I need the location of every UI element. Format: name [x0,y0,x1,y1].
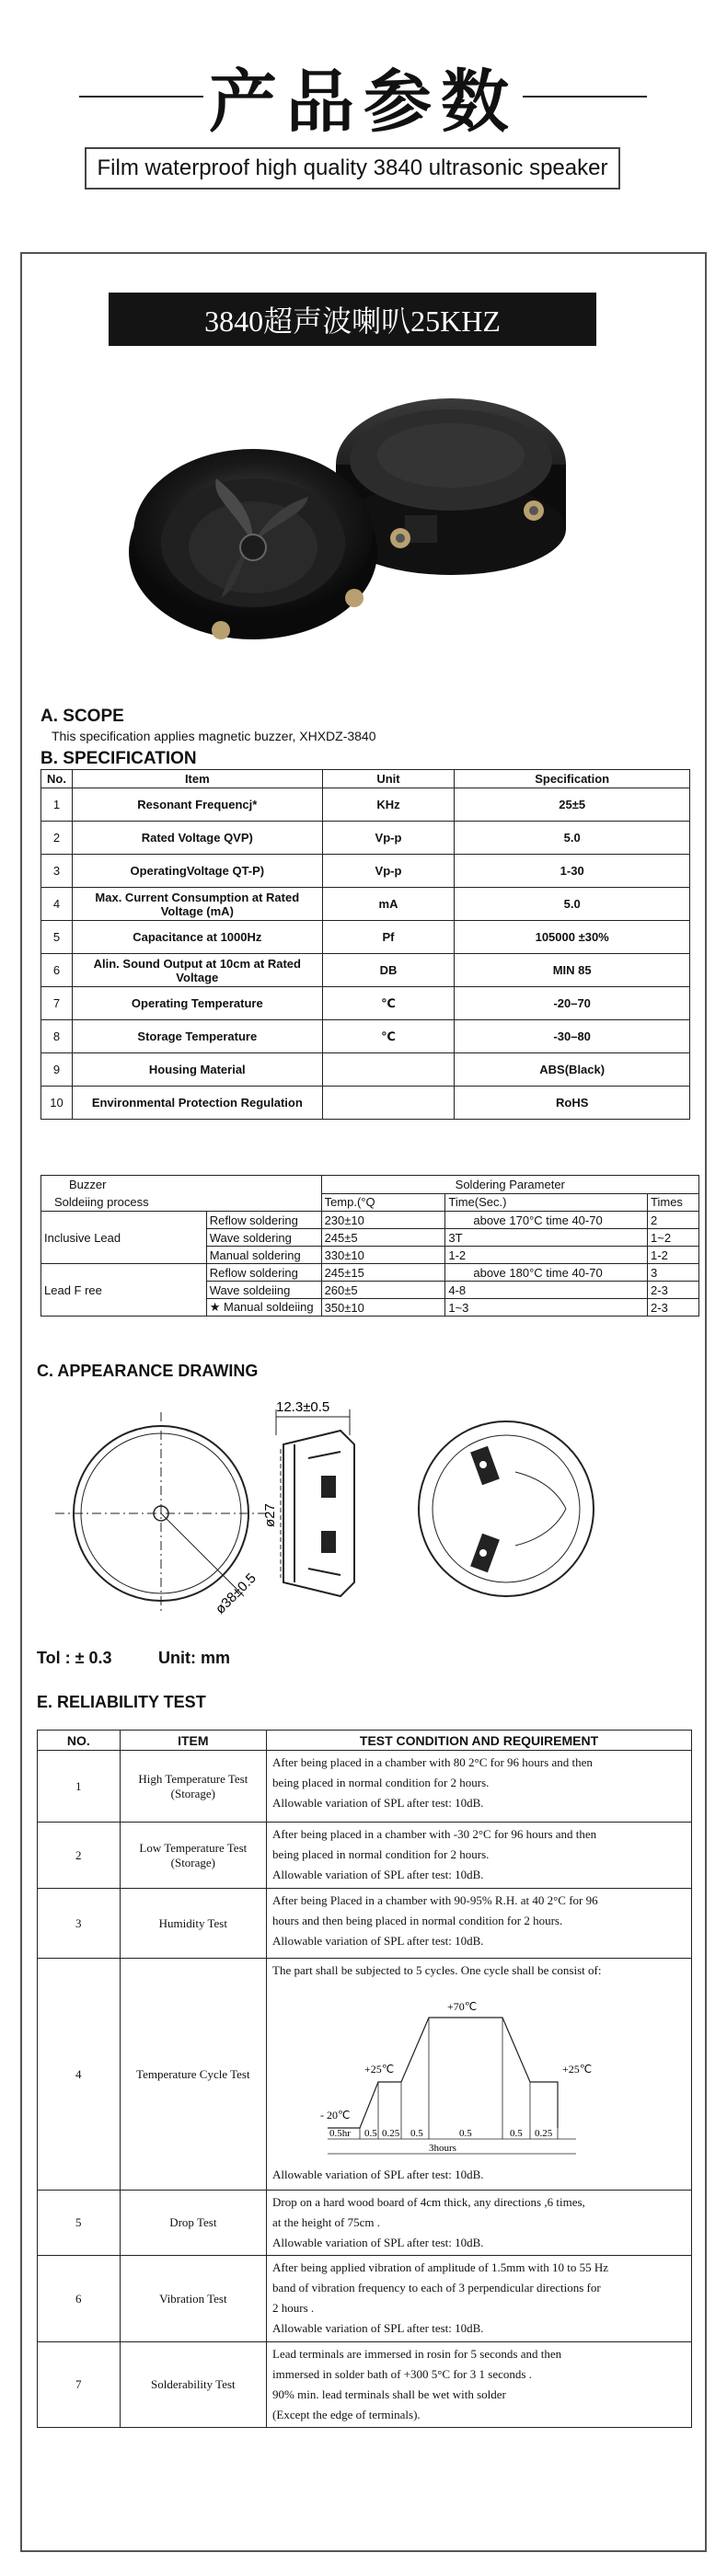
spec-unit: DB [322,954,455,987]
rel-line: 90% min. lead terminals shall be wet with solder [272,2387,506,2401]
spec-no: 10 [41,1087,73,1120]
spec-item: Rated Voltage QVP) [72,822,322,855]
soldering-method-label: Manual soldeiing [224,1300,314,1314]
cycle-segment: 0.25 [535,2128,553,2139]
appearance-drawing [37,1389,699,1638]
rel-item: Temperature Cycle Test [120,1959,266,2191]
rel-line: immersed in solder bath of +300 5°C for 3 1 seconds . [272,2367,532,2381]
star-icon: ★ [209,1300,221,1314]
rel-line: The part shall be subjected to 5 cycles. One cycle shall be consist of: [272,1963,602,1977]
cycle-label-mid-left: +25℃ [364,2063,395,2076]
rel-condition [267,1751,692,1823]
soldering-temp: 245±15 [321,1264,445,1282]
spec-unit: Vp-p [322,855,455,888]
soldering-temp: 230±10 [321,1212,445,1229]
scope-text: This specification applies magnetic buzzer, XHXDZ-3840 [52,729,376,743]
rel-no: 7 [38,2342,121,2428]
spec-header-unit: Unit [322,770,455,788]
soldering-table [40,1175,699,1317]
spec-row [41,855,690,888]
soldering-temp: 330±10 [321,1247,445,1264]
soldering-times: 2 [648,1212,699,1229]
rel-line: 2 hours . [272,2301,315,2315]
spec-item: Housing Material [72,1053,322,1087]
spec-no: 8 [41,1020,73,1053]
rel-line: After being placed in a chamber with -30 2°C for 96 hours and then [272,1827,597,1841]
speaker-front-view [129,449,377,639]
title-rule-right [523,96,647,98]
spec-item: Max. Current Consumption at Rated Voltage (mA) [72,888,322,921]
spec-unit: ℃ [322,987,455,1020]
soldering-buzzer-label: Buzzer [69,1178,107,1191]
cycle-total: 3hours [429,2143,456,2154]
rel-line: Allowable variation of SPL after test: 10dB. [272,1934,484,1948]
unit-label: Unit: mm [158,1649,230,1667]
cycle-label-low: - 20℃ [320,2109,351,2122]
rel-line: Allowable variation of SPL after test: 10dB. [272,2168,484,2181]
soldering-method: Wave soldeiing [206,1282,321,1299]
soldering-time: 3T [445,1229,648,1247]
spec-header-no: No. [41,770,73,788]
cycle-segment: 0.5hr [329,2128,351,2139]
spec-header-item: Item [72,770,322,788]
rel-item: High Temperature Test (Storage) [120,1751,266,1823]
rel-line: Allowable variation of SPL after test: 10dB. [272,1868,484,1881]
spec-value: 105000 ±30% [455,921,690,954]
spec-row [41,921,690,954]
spec-no: 2 [41,822,73,855]
spec-row [41,954,690,987]
spec-unit: Pf [322,921,455,954]
product-photo [129,368,580,672]
soldering-time: 1~3 [445,1299,648,1317]
spec-item: Environmental Protection Regulation [72,1087,322,1120]
spec-value: 5.0 [455,888,690,921]
spec-row [41,788,690,822]
cycle-segment: 0.25 [382,2128,400,2139]
spec-unit: ℃ [322,1020,455,1053]
soldering-parameter-header: Soldering Parameter [321,1176,698,1194]
rel-item: Vibration Test [120,2256,266,2342]
spec-value: -20–70 [455,987,690,1020]
spec-row [41,987,690,1020]
rel-header-item: ITEM [120,1731,266,1751]
soldering-time: above 170°C time 40-70 [445,1212,648,1229]
spec-value: 5.0 [455,822,690,855]
product-banner: 3840超声波喇叭25KHZ [109,293,596,346]
soldering-times: 1~2 [648,1229,699,1247]
soldering-method: Manual soldering [206,1247,321,1264]
rel-line: After being Placed in a chamber with 90-95% R.H. at 40 2°C for 96 [272,1893,598,1907]
rel-condition [267,2342,692,2428]
reliability-heading: E. RELIABILITY TEST [37,1693,206,1711]
rel-line: After being applied vibration of amplitude of 1.5mm with 10 to 55 Hz [272,2260,609,2274]
spec-no: 5 [41,921,73,954]
rel-condition [267,1889,692,1959]
soldering-time: 4-8 [445,1282,648,1299]
rel-line: Allowable variation of SPL after test: 10dB. [272,2236,484,2249]
spec-unit: Vp-p [322,822,455,855]
rel-item: Solderability Test [120,2342,266,2428]
page-title: 产品参数 [209,63,518,142]
rel-line: Allowable variation of SPL after test: 10dB. [272,2321,484,2335]
rel-condition [267,1823,692,1889]
rel-line: hours and then being placed in normal condition for 2 hours. [272,1914,563,1927]
rel-line: being placed in normal condition for 2 hours. [272,1776,490,1789]
spec-no: 4 [41,888,73,921]
reliability-table [37,1730,692,2428]
title-rule-left [79,96,203,98]
side-view-drawing [276,1409,354,1596]
cycle-segment: 0.5 [410,2128,423,2139]
soldering-times: 2-3 [648,1299,699,1317]
soldering-times: 2-3 [648,1282,699,1299]
spec-no: 9 [41,1053,73,1087]
soldering-temp: 350±10 [321,1299,445,1317]
soldering-times: 3 [648,1264,699,1282]
rel-line: being placed in normal condition for 2 hours. [272,1847,490,1861]
spec-item: OperatingVoltage QT-P) [72,855,322,888]
soldering-time: above 180°C time 40-70 [445,1264,648,1282]
spec-unit [322,1053,455,1087]
spec-unit: mA [322,888,455,921]
rel-no: 1 [38,1751,121,1823]
spec-row [41,888,690,921]
rel-no: 3 [38,1889,121,1959]
soldering-col-temp: Temp.(°Q [321,1193,445,1212]
soldering-col-time: Time(Sec.) [445,1193,648,1212]
spec-unit: KHz [322,788,455,822]
inner-diameter-label: ø27 [262,1503,278,1527]
rel-item: Low Temperature Test (Storage) [120,1823,266,1889]
soldering-process-label: Soldeiing process [54,1195,149,1209]
spec-item: Capacitance at 1000Hz [72,921,322,954]
soldering-group-lead-free: Lead F ree [41,1264,207,1317]
soldering-times: 1-2 [648,1247,699,1264]
spec-value: MIN 85 [455,954,690,987]
rel-line: After being placed in a chamber with 80 2°C for 96 hours and then [272,1755,593,1769]
spec-item: Alin. Sound Output at 10cm at Rated Voltage [72,954,322,987]
soldering-method: Wave soldering [206,1229,321,1247]
back-view-drawing [419,1421,594,1596]
spec-no: 6 [41,954,73,987]
soldering-temp: 260±5 [321,1282,445,1299]
spec-unit [322,1087,455,1120]
soldering-temp: 245±5 [321,1229,445,1247]
spec-item: Storage Temperature [72,1020,322,1053]
soldering-method [206,1299,321,1317]
rel-line: at the height of 75cm . [272,2215,381,2229]
cycle-label-high: +70℃ [447,2000,478,2013]
spec-no: 3 [41,855,73,888]
scope-heading: A. SCOPE [40,707,124,726]
soldering-method: Reflow soldering [206,1212,321,1229]
rel-no: 2 [38,1823,121,1889]
spec-item: Operating Temperature [72,987,322,1020]
rel-line: Allowable variation of SPL after test: 10dB. [272,1796,484,1810]
appearance-drawing-heading: C. APPEARANCE DRAWING [37,1362,259,1380]
cycle-segment: 0.5 [459,2128,472,2139]
rel-item: Drop Test [120,2191,266,2256]
soldering-time: 1-2 [445,1247,648,1264]
soldering-method: Reflow soldering [206,1264,321,1282]
spec-row [41,1053,690,1087]
spec-row [41,1020,690,1053]
subtitle: Film waterproof high quality 3840 ultrasonic speaker [85,147,620,190]
rel-line: band of vibration frequency to each of 3 perpendicular directions for [272,2281,601,2294]
rel-no: 6 [38,2256,121,2342]
rel-condition [267,2191,692,2256]
spec-value: 25±5 [455,788,690,822]
height-dimension-label: 12.3±0.5 [276,1399,330,1415]
spec-header-specification: Specification [455,770,690,788]
rel-no: 4 [38,1959,121,2191]
spec-row [41,1087,690,1120]
rel-no: 5 [38,2191,121,2256]
cycle-label-mid-right: +25℃ [562,2063,593,2076]
spec-no: 7 [41,987,73,1020]
soldering-group-inclusive-lead: Inclusive Lead [41,1212,207,1264]
rel-header-condition: TEST CONDITION AND REQUIREMENT [267,1731,692,1751]
spec-item: Resonant Frequencj* [72,788,322,822]
cycle-segment: 0.5 [364,2128,377,2139]
spec-no: 1 [41,788,73,822]
soldering-col-times: Times [648,1193,699,1212]
rel-condition [267,2256,692,2342]
rel-condition [267,1959,692,2191]
rel-line: (Except the edge of terminals). [272,2408,421,2421]
rel-line: Drop on a hard wood board of 4cm thick, any directions ,6 times, [272,2195,585,2209]
rel-item: Humidity Test [120,1889,266,1959]
outer-diameter-label: ø38±0.5 [212,1570,260,1617]
spec-value: -30–80 [455,1020,690,1053]
temperature-cycle-diagram [272,1981,677,2165]
rel-header-no: NO. [38,1731,121,1751]
spec-value: 1-30 [455,855,690,888]
specification-table [40,769,690,1120]
spec-value: ABS(Black) [455,1053,690,1087]
spec-row [41,822,690,855]
spec-value: RoHS [455,1087,690,1120]
rel-line: Lead terminals are immersed in rosin for 5 seconds and then [272,2347,562,2361]
tolerance-label: Tol : ± 0.3 [37,1649,112,1667]
specification-heading: B. SPECIFICATION [40,749,197,768]
cycle-segment: 0.5 [510,2128,523,2139]
